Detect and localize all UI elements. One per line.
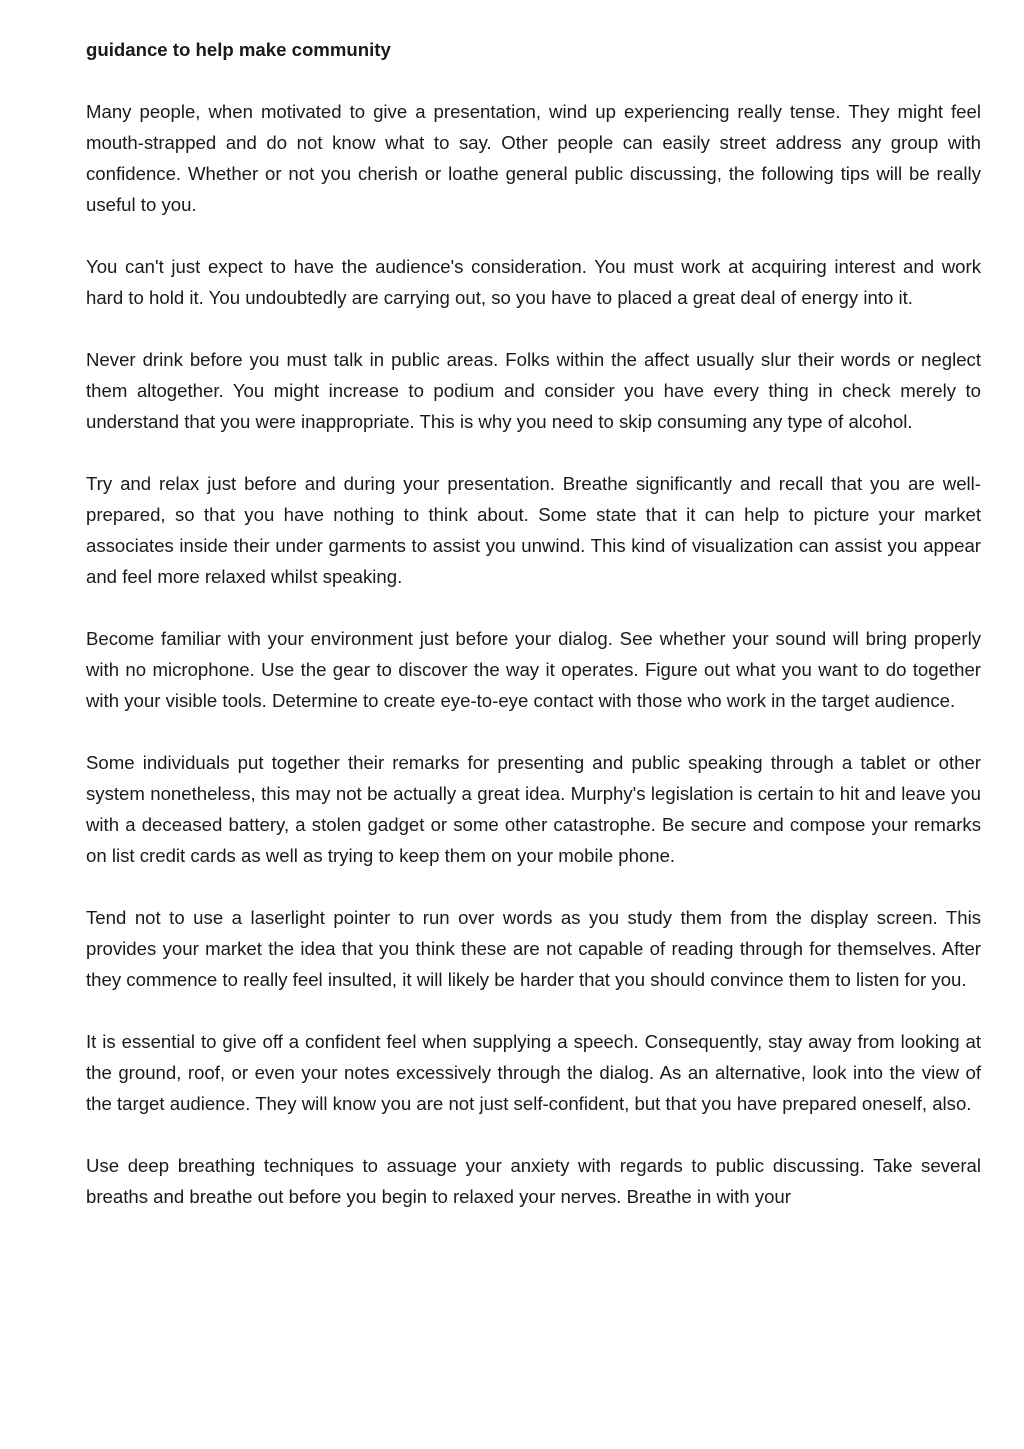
document-page [86,34,981,1212]
paragraph-2: You can't just expect to have the audience's consideration. You must work at acquiring interest and work hard to hold it. You undoubtedly are carrying out, so you have to placed a great deal of energy into it. [86,256,981,308]
paragraph-4: Try and relax just before and during your presentation. Breathe significantly and recall that you are well-prepared, so that you have nothing to think about. Some state that it can help to picture your market associates inside their under garments to assist you unwind. This kind of visualization can assist you appear and feel more relaxed whilst speaking. [86,473,981,587]
paragraph-5: Become familiar with your environment just before your dialog. See whether your sound will bring properly with no microphone. Use the gear to discover the way it operates. Figure out what you want to do together with your visible tools. Determine to create eye-to-eye contact with those who work in the target audience. [86,628,981,711]
paragraph-7: Tend not to use a laserlight pointer to run over words as you study them from the display screen. This provides your market the idea that you think these are not capable of reading through for themselves. After they commence to really feel insulted, it will likely be harder that you should convince them to listen for you. [86,907,981,990]
paragraph-8: It is essential to give off a confident feel when supplying a speech. Consequently, stay away from looking at the ground, roof, or even your notes excessively through the dialog. As an alternative, look into the view of the target audience. They will know you are not just self-confident, but that you have prepared oneself, also. [86,1031,981,1114]
document-title: guidance to help make community [86,39,391,60]
paragraph-9: Use deep breathing techniques to assuage your anxiety with regards to public discussing. Take several breaths and breathe out before you begin to relaxed your nerves. Breathe in with your [86,1155,981,1207]
paragraph-1: Many people, when motivated to give a presentation, wind up experiencing really tense. They might feel mouth-strapped and do not know what to say. Other people can easily street address any group with confidence. Whether or not you cherish or loathe general public discussing, the following tips will be really useful to you. [86,101,981,215]
paragraph-6: Some individuals put together their remarks for presenting and public speaking through a tablet or other system nonetheless, this may not be actually a great idea. Murphy's legislation is certain to hit and leave you with a deceased battery, a stolen gadget or some other catastrophe. Be secure and compose your remarks on list credit cards as well as trying to keep them on your mobile phone. [86,752,981,866]
paragraph-3: Never drink before you must talk in public areas. Folks within the affect usually slur their words or neglect them altogether. You might increase to podium and consider you have every thing in check merely to understand that you were inappropriate. This is why you need to skip consuming any type of alcohol. [86,349,981,432]
